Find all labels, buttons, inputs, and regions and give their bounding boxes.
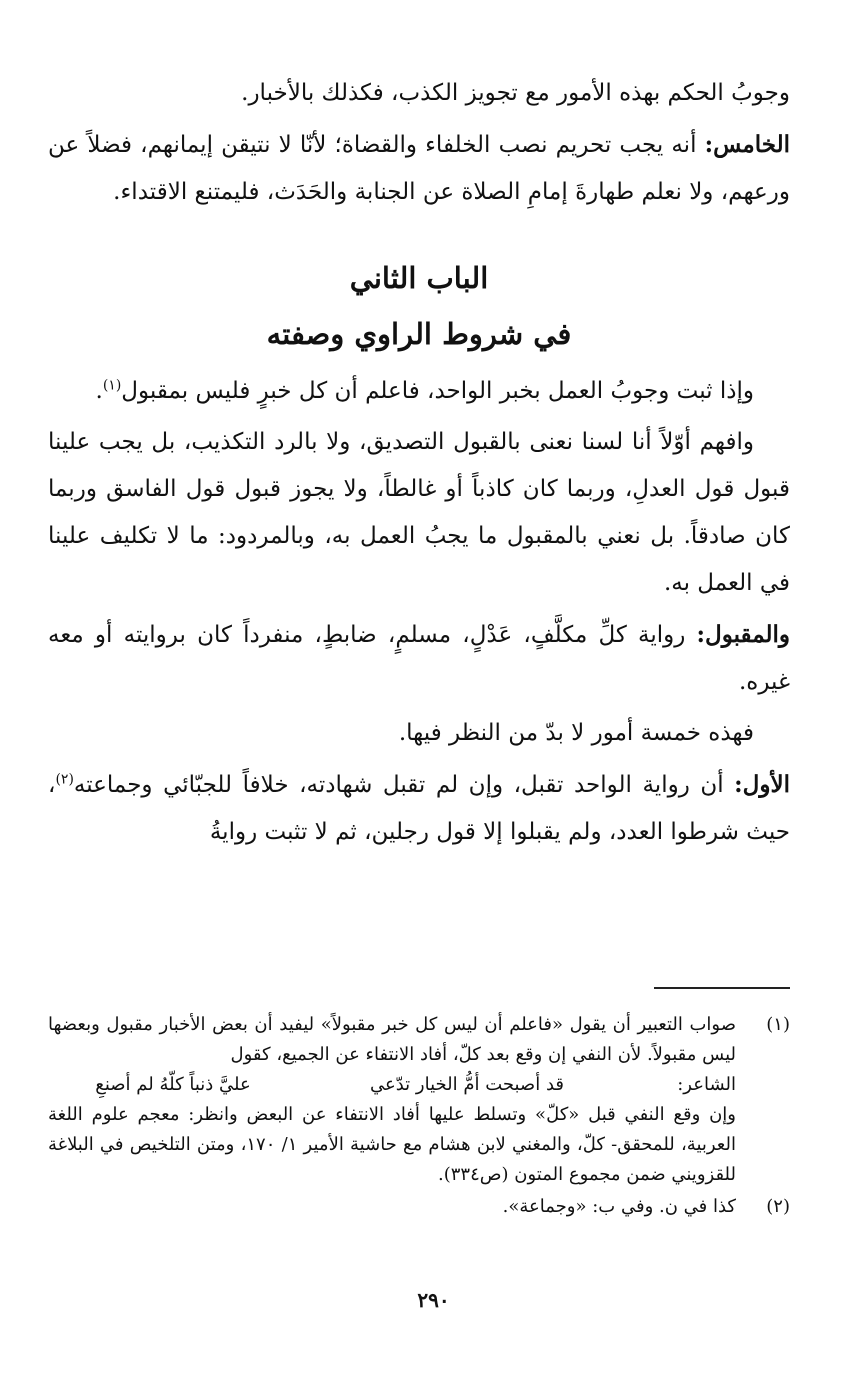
footnote-text-cont: وإن وقع النفي قبل «كلّ» وتسلط عليها أفاد الانتفاء عن البعض وانظر: معجم علوم اللغة العربية، للمحقق- كلّ، والمغني لابن هشام مع حاشية الأمير ١/ ١٧٠، ومتن التلخيص في البلاغة للقزويني ضمن مجموع المتون (ص٣٣٤). (48, 1104, 736, 1185)
chapter-body (48, 368, 790, 856)
paragraph-first (48, 761, 790, 856)
footnote-text: كذا في ن. وفي ب: «وجماعة». (502, 1196, 736, 1217)
poetry-verse (48, 1070, 736, 1100)
paragraph-text: أن رواية الواحد تقبل، وإن لم تقبل شهادته، خلافاً للجبّائي وجماعته (73, 772, 735, 798)
paragraph-lead-word: الخامس: (704, 131, 790, 158)
top-text (48, 70, 790, 216)
footnote-text: صواب التعبير أن يقول «فاعلم أن ليس كل خبر مقبولاً» ليفيد أن بعض الأخبار مقبول وبعضها ليس مقبولاً. لأن النفي إن وقع بعد كلّ، أفاد الانتفاء عن الجميع، كقول (48, 1014, 736, 1065)
chapter-title: الباب الثاني (349, 261, 489, 295)
page-number: ٢٩٠ (417, 1288, 450, 1312)
paragraph-understanding: وافهم أوّلاً أنا لسنا نعنى بالقبول التصديق، ولا بالرد التكذيب، بل يجب علينا قبول قول العدلِ، وربما كان كاذباً أو غالطاً، ولا يجوز قبول قول الفاسق وربما كان صادقاً. بل نعني بالمقبول ما يجبُ العمل به، وبالمردود: ما لا تكليف علينا في العمل به. (48, 429, 790, 596)
chapter-heading (48, 250, 790, 362)
paragraph-lead-word: الأول: (734, 771, 790, 798)
paragraph-five-matters: فهذه خمسة أمور لا بدّ من النظر فيها. (398, 720, 754, 746)
paragraph-end: . (95, 378, 103, 404)
footnote-number: (٢) (766, 1196, 790, 1217)
paragraph-text: أنه يجب تحريم نصب الخلفاء والقضاة؛ لأنّا لا نتيقن إيمانهم، فضلاً عن ورعهم، ولا نعلم طهارةَ إمامِ الصلاة عن الجنابة والحَدَث، فليمتنع الاقتداء. (48, 132, 790, 205)
verse-label: الشاعر: (677, 1074, 736, 1095)
page (48, 70, 790, 856)
chapter-subtitle: في شروط الراوي وصفته (266, 317, 572, 351)
paragraph-text: وإذا ثبت وجوبُ العمل بخبر الواحد، فاعلم أن كل خبرٍ فليس بمقبول (121, 378, 754, 404)
footnote-number: (١) (766, 1014, 790, 1035)
paragraph-text: رواية كلِّ مكلَّفٍ، عَدْلٍ، مسلمٍ، ضابطٍ، منفرداً كان بروايته أو معه غيره. (48, 622, 790, 695)
paragraph-text-cont: ، حيث شرطوا العدد، ولم يقبلوا إلا قول رجلين، ثم لا تثبت روايةُ (48, 772, 790, 845)
verse-hemistich-2: عليَّ ذنباً كلّهُ لم أصنعِ (95, 1074, 251, 1095)
footnote-2 (48, 1192, 790, 1222)
verse-hemistich-1: قد أصبحت أمُّ الخيار تدّعي (369, 1074, 564, 1095)
footnote-marker-2: (٢) (55, 771, 74, 788)
footnote-marker-1: (١) (102, 377, 122, 394)
footnote-body (48, 1010, 736, 1190)
paragraph-lead-word: والمقبول: (696, 621, 790, 648)
paragraph-continuation: وجوبُ الحكم بهذه الأمور مع تجويز الكذب، فكذلك بالأخبار. (241, 80, 790, 106)
paragraph-intro (48, 368, 790, 415)
paragraph-accepted (48, 611, 790, 706)
footnotes (48, 1010, 790, 1224)
paragraph-fifth (48, 121, 790, 216)
footnote-separator (654, 987, 790, 989)
footnote-1 (48, 1010, 790, 1190)
